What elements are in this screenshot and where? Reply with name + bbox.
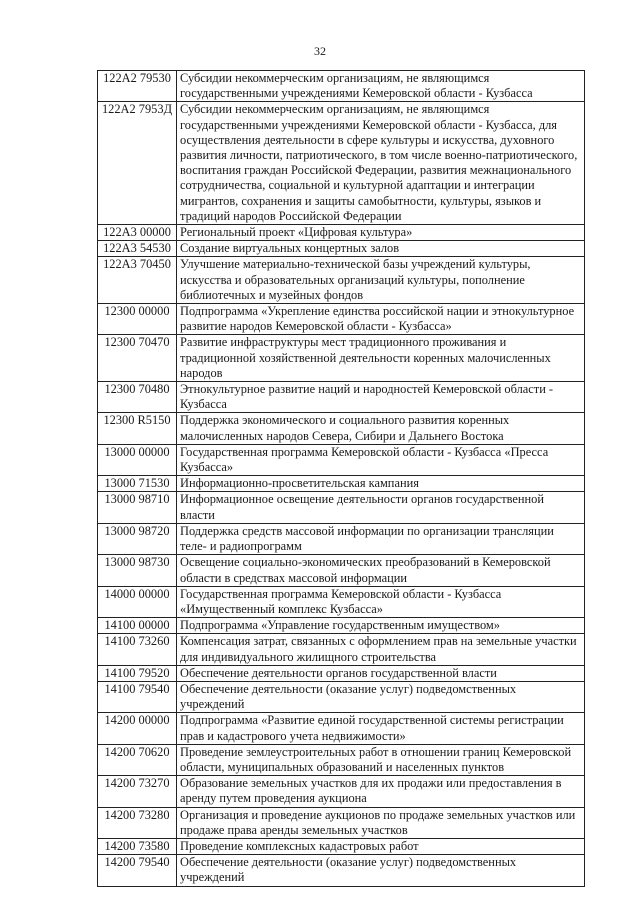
row-description: Улучшение материально-технической базы учреждений культуры, искусства и образовательных организаций культуры, пополнение библиотечных и музейных фондов [177,257,585,304]
table-row [98,776,585,807]
table-row [98,241,585,257]
table-row [98,807,585,838]
row-code: 12300 70480 [98,382,177,413]
table-row [98,413,585,444]
table-row [98,225,585,241]
row-description: Информационное освещение деятельности органов государственной власти [177,492,585,523]
row-description: Субсидии некоммерческим организациям, не являющимся государственными учреждениями Кемеровской области - Кузбасса [177,71,585,102]
table-row [98,523,585,554]
row-code: 13000 98720 [98,523,177,554]
row-description: Региональный проект «Цифровая культура» [177,225,585,241]
table-row [98,681,585,712]
row-description: Поддержка средств массовой информации по организации трансляции теле- и радиопрограмм [177,523,585,554]
row-description: Организация и проведение аукционов по продаже земельных участков или продаже права аренды земельных участков [177,807,585,838]
table-row [98,444,585,475]
table-row [98,838,585,854]
table-row [98,382,585,413]
row-code: 14200 73280 [98,807,177,838]
row-code: 14200 79540 [98,855,177,886]
row-code: 14100 00000 [98,618,177,634]
table-row [98,586,585,617]
row-description: Информационно-просветительская кампания [177,476,585,492]
table-row [98,634,585,665]
table-row [98,618,585,634]
row-code: 14200 73270 [98,776,177,807]
row-code: 122А2 7953Д [98,102,177,225]
table-row [98,335,585,382]
table-row [98,744,585,775]
row-description: Образование земельных участков для их продажи или предоставления в аренду путем проведения аукциона [177,776,585,807]
table-row [98,71,585,102]
row-description: Государственная программа Кемеровской области - Кузбасса «Имущественный комплекс Кузбасса» [177,586,585,617]
row-description: Освещение социально-экономических преобразований в Кемеровской области в средствах массовой информации [177,555,585,586]
row-description: Государственная программа Кемеровской области - Кузбасса «Пресса Кузбасса» [177,444,585,475]
table-row [98,713,585,744]
row-description: Обеспечение деятельности органов государственной власти [177,665,585,681]
row-description: Развитие инфраструктуры мест традиционного проживания и традиционной хозяйственной деятельности коренных малочисленных народов [177,335,585,382]
row-description: Компенсация затрат, связанных с оформлением прав на земельные участки для индивидуального жилищного строительства [177,634,585,665]
table-row [98,855,585,886]
row-code: 14100 73260 [98,634,177,665]
row-code: 12300 R5150 [98,413,177,444]
budget-classification-table [97,70,585,887]
row-code: 13000 98710 [98,492,177,523]
row-code: 14100 79540 [98,681,177,712]
row-code: 12300 00000 [98,304,177,335]
row-code: 122А2 79530 [98,71,177,102]
row-description: Обеспечение деятельности (оказание услуг) подведомственных учреждений [177,681,585,712]
row-description: Проведение комплексных кадастровых работ [177,838,585,854]
row-code: 14100 79520 [98,665,177,681]
row-code: 12300 70470 [98,335,177,382]
row-description: Подпрограмма «Управление государственным имуществом» [177,618,585,634]
row-code: 14000 00000 [98,586,177,617]
row-code: 13000 00000 [98,444,177,475]
row-description: Этнокультурное развитие наций и народностей Кемеровской области - Кузбасса [177,382,585,413]
row-code: 13000 71530 [98,476,177,492]
table-row [98,492,585,523]
table-row [98,476,585,492]
table-row [98,304,585,335]
table-row [98,257,585,304]
row-description: Подпрограмма «Развитие единой государственной системы регистрации прав и кадастрового учета недвижимости» [177,713,585,744]
row-description: Субсидии некоммерческим организациям, не являющимся государственными учреждениями Кемеровской области - Кузбасса, для осуществления деятельности в сфере культуры и искусства, духовного развития личности, патриотического, в том числе военно-патриотического, воспитания граждан Российской Федерации, развития межнационального сотрудничества, социальной и культурной адаптации и интеграции мигрантов, сохранения и защиты самобытности, культуры, языков и традиций народов Российской Федерации [177,102,585,225]
table-row [98,665,585,681]
row-code: 122А3 00000 [98,225,177,241]
row-code: 13000 98730 [98,555,177,586]
row-code: 14200 00000 [98,713,177,744]
row-code: 122А3 54530 [98,241,177,257]
row-code: 14200 73580 [98,838,177,854]
row-description: Подпрограмма «Укрепление единства российской нации и этнокультурное развитие народов Кемеровской области - Кузбасса» [177,304,585,335]
row-description: Создание виртуальных концертных залов [177,241,585,257]
row-code: 122А3 70450 [98,257,177,304]
row-description: Обеспечение деятельности (оказание услуг) подведомственных учреждений [177,855,585,886]
table-row [98,102,585,225]
row-description: Поддержка экономического и социального развития коренных малочисленных народов Севера, Сибири и Дальнего Востока [177,413,585,444]
table-row [98,555,585,586]
row-description: Проведение землеустроительных работ в отношении границ Кемеровской области, муниципальных образований и населенных пунктов [177,744,585,775]
row-code: 14200 70620 [98,744,177,775]
page-number: 32 [314,44,326,58]
